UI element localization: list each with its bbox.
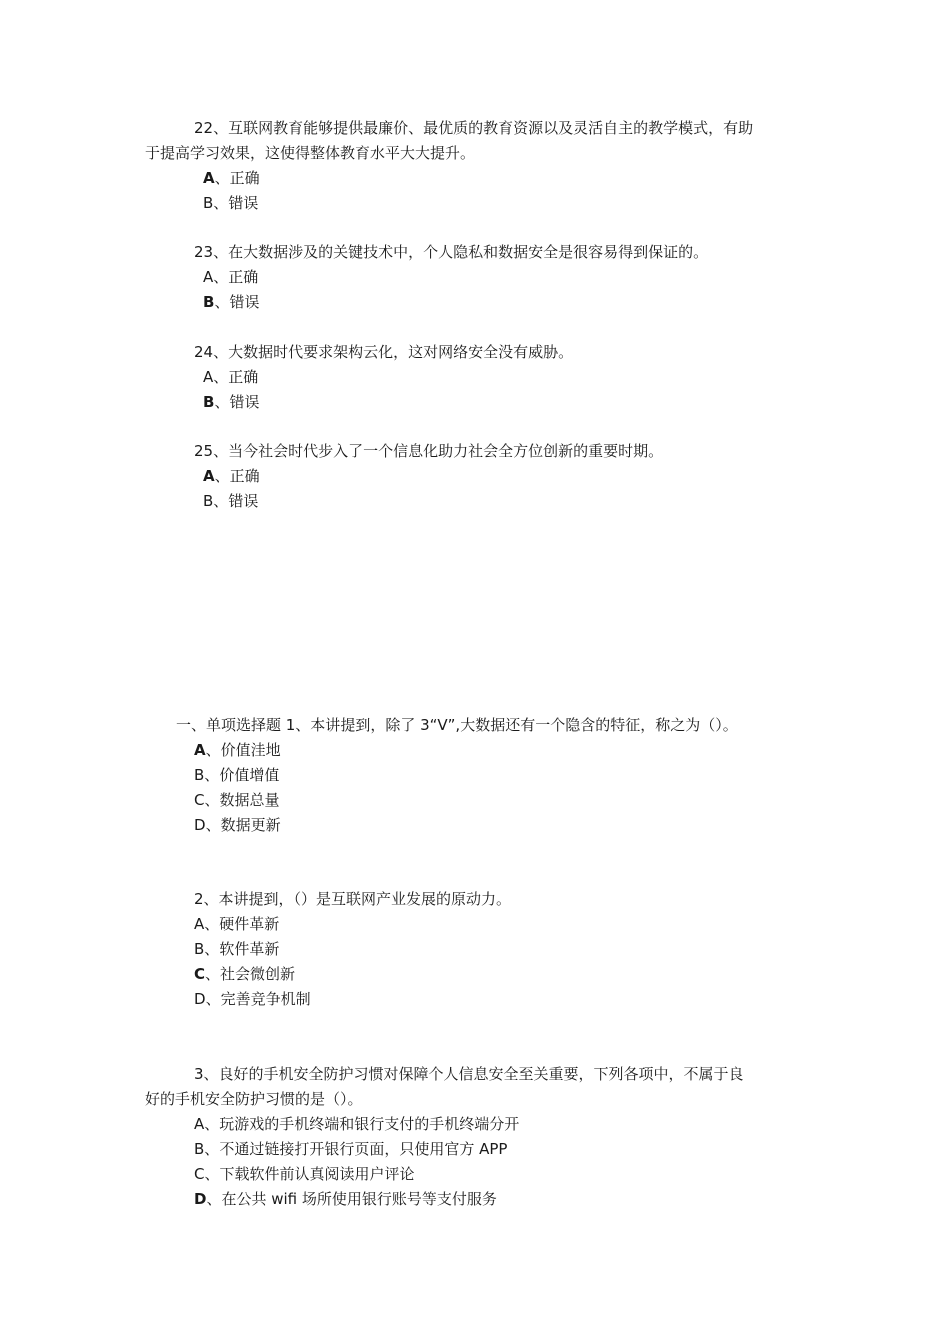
option-sep: 、: [214, 467, 230, 485]
question-22-line2: 于提高学习效果，这使得整体教育水平大大提升。: [145, 144, 476, 162]
question-25-line1: 25、当今社会时代步入了一个信息化助力社会全方位创新的重要时期。: [194, 442, 664, 460]
mc-question-3-option-d: [194, 1189, 497, 1209]
option-letter: B: [194, 940, 205, 958]
question-25-option-b: [203, 491, 258, 511]
question-24-option-a: [203, 367, 258, 387]
question-22-option-a: [203, 168, 260, 188]
option-sep: 、: [214, 293, 230, 311]
option-text: 价值洼地: [220, 741, 281, 759]
option-text: 正确: [229, 467, 260, 485]
option-sep: 、: [214, 393, 230, 411]
option-letter: D: [194, 990, 206, 1008]
option-letter: C: [194, 791, 205, 809]
option-letter: D: [194, 816, 206, 834]
option-text: 数据总量: [219, 791, 280, 809]
option-letter: A: [194, 741, 206, 759]
option-text: 数据更新: [220, 816, 281, 834]
option-sep: 、: [205, 741, 221, 759]
option-sep: 、: [204, 1140, 220, 1158]
question-23-option-a: [203, 267, 258, 287]
question-25-option-a: [203, 466, 260, 486]
option-text: 不通过链接打开银行页面，只使用官方 APP: [219, 1140, 508, 1158]
option-letter: C: [194, 965, 206, 983]
option-sep: 、: [204, 1115, 220, 1133]
option-sep: 、: [213, 368, 229, 386]
option-text: 在公共 wifi 场所使用银行账号等支付服务: [221, 1190, 497, 1208]
option-text: 正确: [228, 368, 259, 386]
option-sep: 、: [204, 766, 220, 784]
option-sep: 、: [213, 492, 229, 510]
mc-question-3-option-b: [194, 1139, 507, 1159]
option-letter: A: [203, 467, 215, 485]
mc-question-1-option-a: [194, 740, 281, 760]
option-text: 错误: [229, 393, 260, 411]
option-text: 软件革新: [219, 940, 280, 958]
mc-question-1-line1: 一、单项选择题 1、本讲提到，除了 3“V”,大数据还有一个隐含的特征，称之为（）。: [176, 716, 738, 734]
question-23-line1: 23、在大数据涉及的关键技术中，个人隐私和数据安全是很容易得到保证的。: [194, 243, 709, 261]
option-letter: B: [203, 393, 215, 411]
option-text: 玩游戏的手机终端和银行支付的手机终端分开: [219, 1115, 520, 1133]
option-sep: 、: [213, 268, 229, 286]
option-text: 错误: [228, 194, 259, 212]
option-letter: C: [194, 1165, 205, 1183]
option-letter: B: [203, 194, 214, 212]
option-letter: B: [203, 293, 215, 311]
mc-question-3-option-a: [194, 1114, 519, 1134]
option-text: 下载软件前认真阅读用户评论: [219, 1165, 415, 1183]
mc-question-3-line1: 3、良好的手机安全防护习惯对保障个人信息安全至关重要，下列各项中，不属于良: [194, 1065, 744, 1083]
option-sep: 、: [204, 791, 220, 809]
option-text: 社会微创新: [220, 965, 296, 983]
option-text: 价值增值: [219, 766, 280, 784]
option-sep: 、: [206, 1190, 222, 1208]
option-text: 错误: [228, 492, 259, 510]
option-sep: 、: [205, 990, 221, 1008]
mc-question-1-option-c: [194, 790, 280, 810]
option-letter: B: [203, 492, 214, 510]
option-letter: B: [194, 766, 205, 784]
mc-question-2-option-d: [194, 989, 311, 1009]
option-letter: A: [203, 368, 214, 386]
question-22-option-b: [203, 193, 258, 213]
option-sep: 、: [213, 194, 229, 212]
option-sep: 、: [204, 1165, 220, 1183]
mc-question-3-line2: 好的手机安全防护习惯的是（）。: [145, 1090, 363, 1108]
option-text: 正确: [228, 268, 259, 286]
option-sep: 、: [204, 915, 220, 933]
option-sep: 、: [205, 816, 221, 834]
mc-question-2-line1: 2、本讲提到，（）是互联网产业发展的原动力。: [194, 890, 512, 908]
mc-question-2-option-b: [194, 939, 279, 959]
question-22-line1: 22、互联网教育能够提供最廉价、最优质的教育资源以及灵活自主的教学模式，有助: [194, 119, 754, 137]
question-24-line1: 24、大数据时代要求架构云化，这对网络安全没有威胁。: [194, 343, 574, 361]
option-text: 完善竞争机制: [220, 990, 311, 1008]
option-text: 硬件革新: [219, 915, 280, 933]
option-letter: D: [194, 1190, 207, 1208]
option-sep: 、: [214, 169, 230, 187]
mc-question-2-option-a: [194, 914, 279, 934]
question-24-option-b: [203, 392, 259, 412]
option-text: 错误: [229, 293, 260, 311]
mc-question-2-option-c: [194, 964, 295, 984]
option-letter: A: [203, 268, 214, 286]
option-text: 正确: [229, 169, 260, 187]
mc-question-3-option-c: [194, 1164, 415, 1184]
option-letter: A: [194, 915, 205, 933]
option-letter: A: [194, 1115, 205, 1133]
option-letter: B: [194, 1140, 205, 1158]
option-sep: 、: [205, 965, 221, 983]
option-letter: A: [203, 169, 215, 187]
question-23-option-b: [203, 292, 259, 312]
mc-question-1-option-b: [194, 765, 279, 785]
mc-question-1-option-d: [194, 815, 281, 835]
option-sep: 、: [204, 940, 220, 958]
